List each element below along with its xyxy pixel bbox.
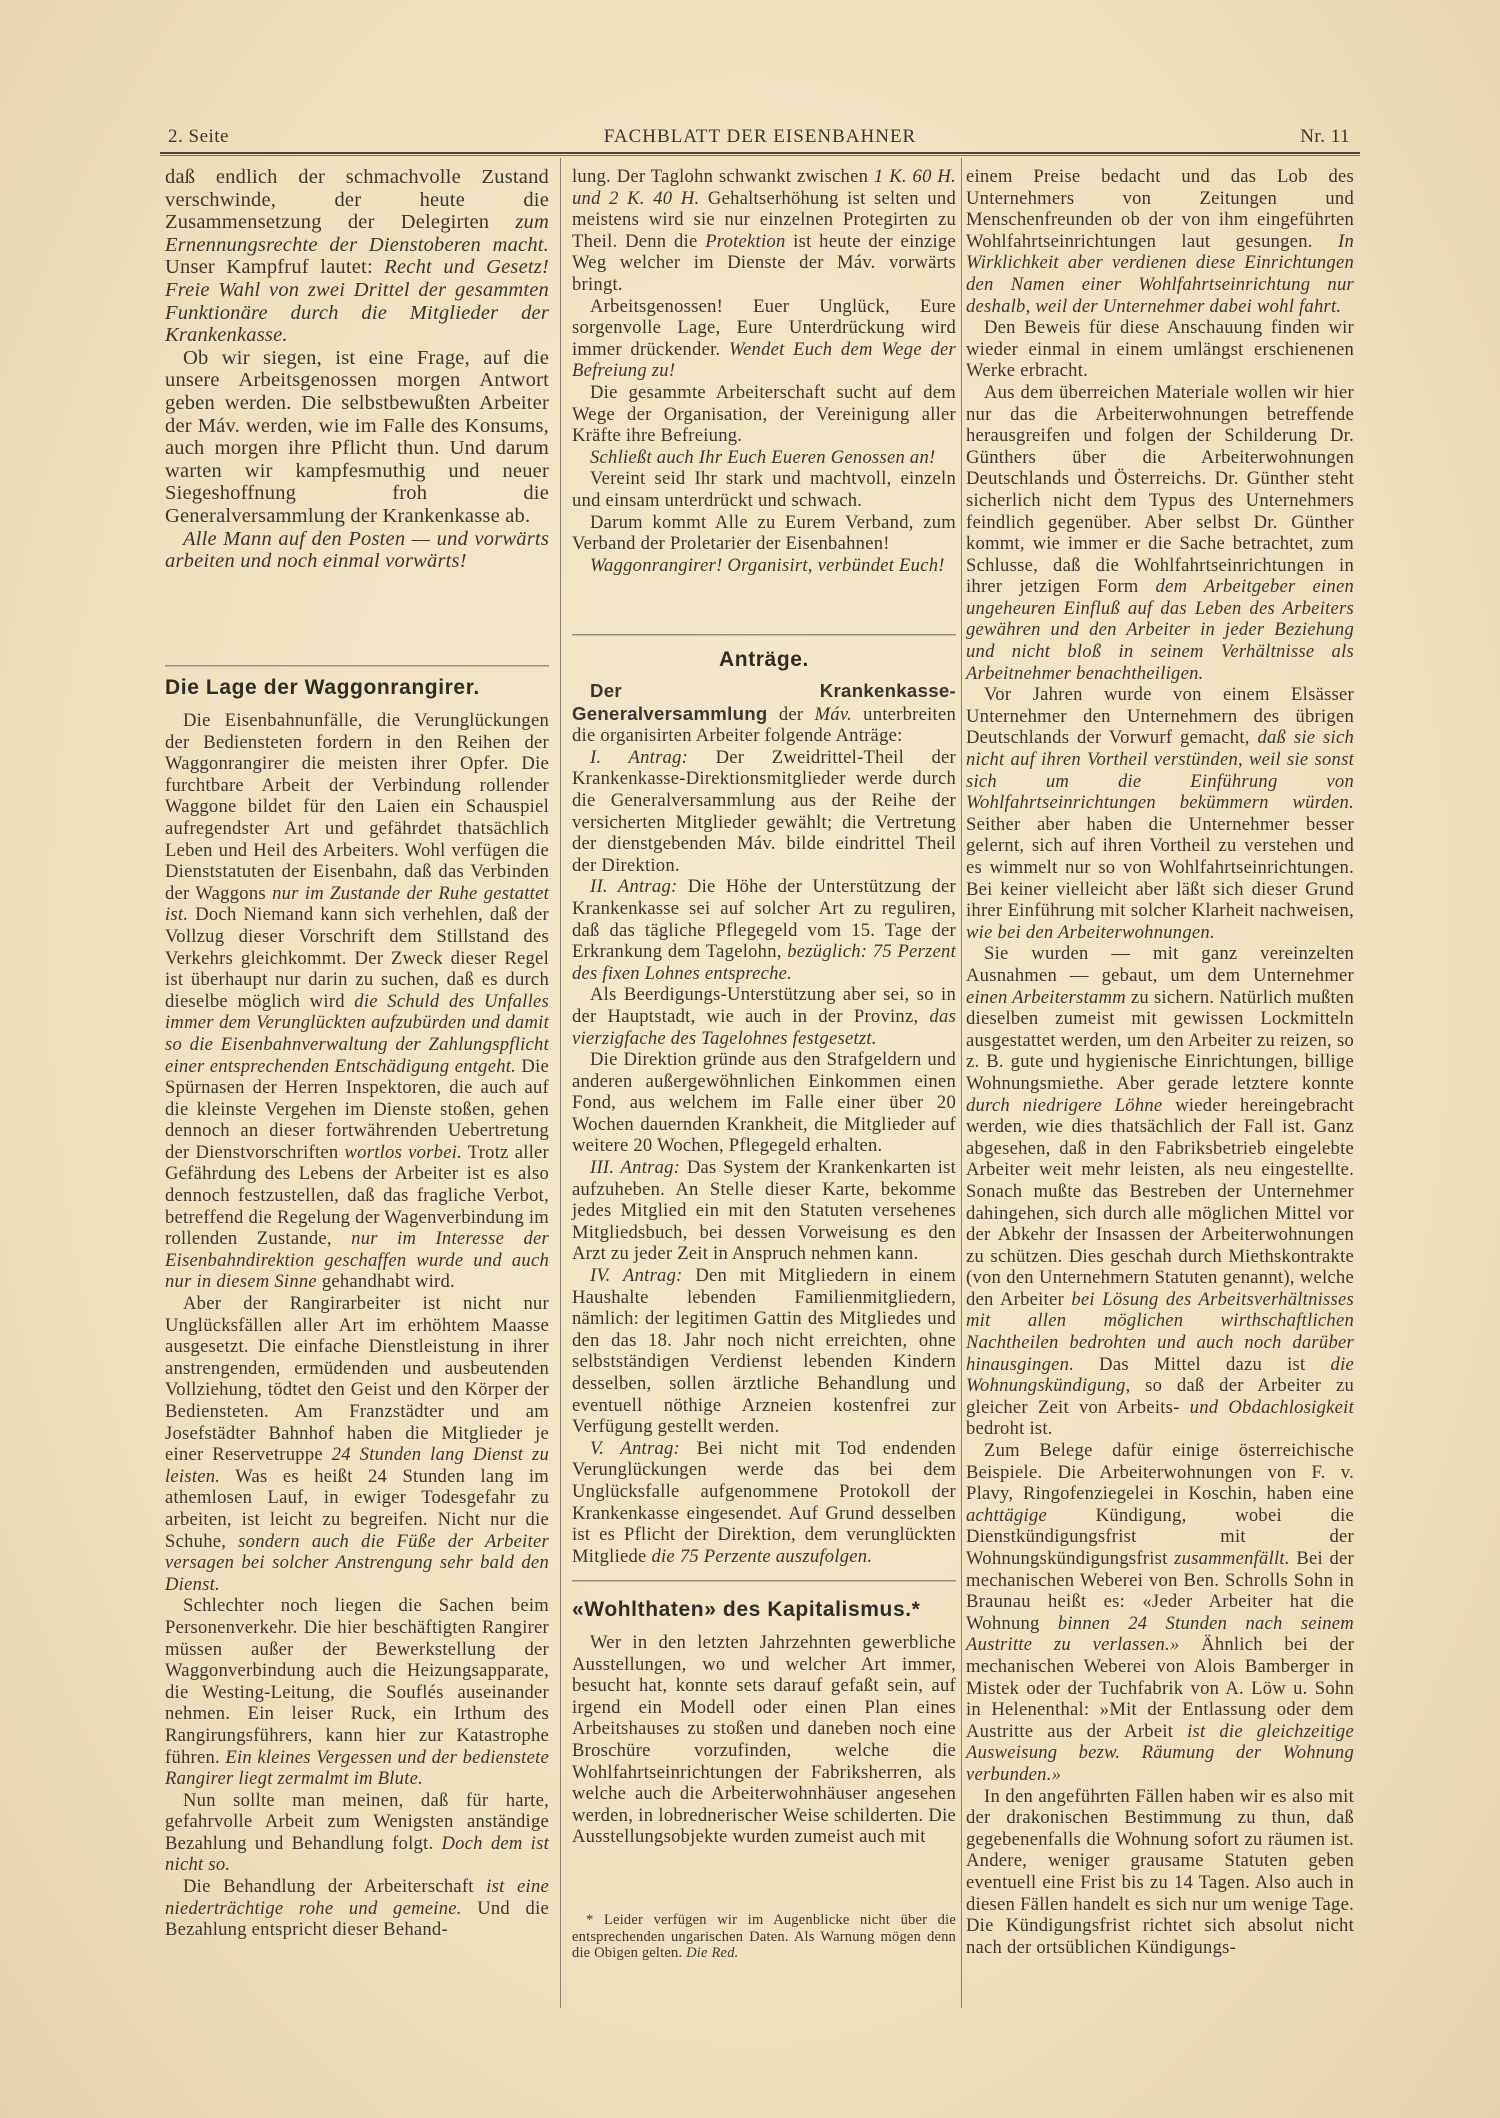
text-run: Ähnlich bei der mechanischen Weberei von Alois Bamberger in Mistek oder der Tuchfabrik von A. Löw u. Sohn in Helenenthal: »Mit der Entlassung oder dem Austritte aus der Arbeit [966,1634,1355,1742]
text-run: Arbeitsgenossen! Euer Unglück, Eure sorgenvolle Lage, Eure Unterdrückung wird immer drückender. [572,295,956,360]
footnote [572,1912,956,1962]
text-run: Die Behandlung der Arbeiterschaft [183,1876,487,1898]
text-run: Was es heißt 24 Stunden lang im athemlosen Lauf, in ewiger Todesgefahr zu arbeiten, ist leicht zu begreifen. Nicht nur die Schuhe, [165,1465,549,1552]
emphasis-text: Alle Mann auf den Posten — und vorwärts arbeiten und noch einmal vorwärts! [165,527,549,573]
paragraph [572,876,956,984]
emphasis-text: ist die gleichzeitige Ausweisung bezw. Räumung der Wohnung verbunden.» [966,1720,1354,1785]
text-run: so daß der Arbeiter zu gleicher Zeit von Arbeits- [966,1375,1354,1418]
emphasis-text: das vierzigfache des Tagelohnes festgesetzt. [572,1005,956,1049]
emphasis-text: durch niedrigere Löhne [966,1094,1163,1116]
section-heading [165,676,549,700]
paragraph [572,1265,956,1438]
article-body-wohlthaten-continued [966,166,1354,1958]
paragraph [572,166,956,296]
text-run: der [767,703,815,725]
emphasis-text: Protektion [705,230,786,252]
emphasis-text: dem Arbeitgeber einen ungeheuren Einfluß auf das Leben des Arbeiters gewähren und den Arbeiter in jeder Beziehung und nicht bloß in seinem Verhältnisse als Arbeitnehmer benachtheiligen. [966,576,1354,684]
article-conclusion [165,166,549,573]
article-heading-wohlthaten [572,1598,956,1622]
emphasis-text: nur im Zustande der Ruhe gestattet ist. [165,882,549,926]
emphasis-text: zusammenfällt. [1174,1548,1290,1569]
text-run: Vereint seid Ihr stark und machtvoll, einzeln und einsam unterdrückt und schwach. [572,468,956,511]
text-run: Die Spürnasen der Herren Inspektoren, die auch auf die kleinste Vergehen im Dienste stoßen, gehen dennoch an dieser fortwährenden Uebertretung der Dienstvorschriften [165,1055,549,1163]
emphasis-text: Recht und Gesetz! Freie Wahl von zwei Drittel der gesammten Funktionäre durch die Mitglieder der Krankenkasse. [165,256,549,347]
section-rule [572,634,956,636]
paragraph [966,166,1354,317]
text-run: lung. Der Taglohn schwankt zwischen [572,166,874,187]
paragraph [572,1438,956,1568]
paragraph [966,684,1354,943]
paragraph [165,347,549,528]
article-heading-antraege [572,648,956,672]
text-run: Seither aber haben die Unternehmer besser gelernt, sich auf ihren Vortheil zu verstehen und es wimmelt nur so von Wohlfahrtseinrichtungen. Bei keiner vielleicht aber läßt sich dieser Grund ihrer Einführung mit solcher Klarheit nachweisen, [966,813,1354,922]
paragraph [966,382,1354,684]
emphasis-text: Die Red. [686,1945,739,1961]
text-run: Die Lage der Waggonrangirer. [165,676,480,699]
article-continuation [572,166,956,576]
text-run: wieder hereingebracht werden, wie dies thatsächlich der Fall ist. Ganz abgesehen, daß in den Fabriksbetrieb eingelebte Arbeiter weit mehr leisten, als neu eingestellte. Sonach mußte das Bestreben der Unternehmer dahingehen, sich durch alle möglichen Mittel vor der Abkehr der Insassen der Arbeiterwohnungen zu schützen. Dies geschah durch Miethskontrakte (von den Unternehmern Statuten genannt), welche den Arbeiter [966,1094,1354,1310]
emphasis-text: und Obdachlosigkeit [1189,1396,1354,1418]
text-run: unterbreiten die organisirten Arbeiter folgende Anträge: [572,703,956,747]
text-run: Der Zweidrittel-Theil der Krankenkasse-Direktionsmitglieder werde durch die Generalversammlung aus der Reihe der versicherten Mitglieder gewählt; die Vertretung der dienstgebenden Máv. bilde eindrittel Theil der Direktion. [572,746,956,876]
text-run: daß endlich der schmachvolle Zustand verschwinde, der heute die Zusammensetzung der Delegirten [165,166,549,234]
emphasis-text: die Wohnungskündigung, [966,1353,1354,1397]
text-run: Ob wir siegen, ist eine Frage, auf die unsere Arbeitsgenossen morgen Antwort geben werden. Die selbstbewußten Arbeiter der Máv. werden, wie im Falle des Konsums, auch morgen ihre Pflicht thun. Und darum warten wir kampfesmuthig und neuer Siegeshoffnung froh die Generalversammlung der Krankenkasse ab. [165,346,549,527]
article-body-wohlthaten [572,1632,956,1848]
text-run: Bei nicht mit Tod endenden Verunglückungen werde das bei dem Unglücksfalle aufgenommene Protokoll der Krankenkasse eingesendet. Auf Grund desselben ist es Pflicht der Direktion, dem verunglückten Mitgliede [572,1437,956,1567]
paragraph [966,1786,1354,1959]
section-heading [572,648,956,672]
emphasis-text: Wendet Euch dem Wege der Befreiung zu! [572,338,956,382]
emphasis-text: II. Antrag: [590,876,678,898]
paragraph [966,943,1354,1440]
emphasis-text: V. Antrag: [590,1437,680,1459]
text-run: Die gesammte Arbeiterschaft sucht auf dem Wege der Organisation, der Vereinigung aller Kräfte ihre Befreiung. [572,381,956,447]
emphasis-text: III. Antrag: [590,1157,681,1179]
text-run: Trotz aller Gefährdung des Lebens der Arbeiter ist es also dennoch festzustellen, daß das fragliche Verbot, betreffend die Regelung der Wagenverbindung im rollenden Zustande, [165,1141,549,1250]
emphasis-text: Máv. [814,703,852,725]
text-run: Die Eisenbahnunfälle, die Verunglückungen der Bediensteten fordern in den Reihen der Waggonrangirer die meisten ihrer Opfer. Die furchtbare Arbeit der Verbindung rollender Waggone bildet für den Laien ein Schauspiel aufregendster Art und gefährdet thatsächlich Leben und Heil des Arbeiters. Wohl verfügen die Dienststatuten der Eisenbahn, daß das Verbinden der Waggons [165,710,549,904]
text-run: Doch Niemand kann sich verhehlen, daß der Vollzug dieser Vorschrift dem Stillstand des Verkehrs gleichkommt. Der Zweck dieser Regel ist überhaupt nur darin zu suchen, daß es durch dieselbe möglich wird [165,904,549,1012]
paragraph [966,317,1354,382]
paragraph [572,512,956,555]
text-run: einem Preise bedacht und das Lob des Unternehmers von Zeitungen und Menschenfreunden ob der von ihm eingeführten Wohlfahrtseinrichtungen laut gesungen. [966,166,1354,252]
paragraph [165,166,549,347]
paragraph [572,296,956,382]
text-run: Wer in den letzten Jahrzehnten gewerbliche Ausstellungen, wo und welcher Art immer, besucht hat, konnte sets darauf gefaßt sein, auf irgend ein Modell oder einen Plan eines Arbeitshauses zu stoßen und daneben noch eine Broschüre vorzufinden, welche die Wohlfahrtseinrichtungen der Fabriksherren, als welche auch die Arbeiterwohnhäuser angesehen werden, in lobrednerischer Weise schilderten. Die Ausstellungsobjekte wurden zumeist auch mit [572,1632,956,1848]
text-run: Die Direktion gründe aus den Strafgeldern und anderen außergewöhnlichen Einkommen einen Fond, aus welchem im Falle einer über 20 Wochen dauernden Krankheit, die Mitglieder auf weitere 20 Wochen, Pflegegeld erhalten. [572,1049,956,1157]
emphasis-text: zum Ernennungsrechte der Dienstoberen macht. [165,211,549,256]
text-run: Vor Jahren wurde von einem Elsässer Unternehmer den Unternehmern des übrigen Deutschlands der Vorwurf gemacht, [966,684,1354,749]
text-run: Gehaltserhöhung ist selten und meistens wird sie nur einzelnen Protegirten zu Theil. Denn die [572,187,956,252]
text-run: * Leider verfügen wir im Augenblicke nicht über die entsprechenden ungarischen Daten. Als Warnung mögen denn die Obigen gelten. [572,1912,956,1961]
emphasis-text: 1 K. 60 H. und 2 K. 40 H. [572,166,956,209]
section-rule [572,1580,956,1582]
text-run: Als Beerdigungs-Unterstützung aber sei, so in der Hauptstadt, wie auch in der Provinz, [572,984,956,1027]
paragraph [572,984,956,1049]
text-run: Sie wurden — mit ganz vereinzelten Ausnahmen — gebaut, um dem Unternehmer [966,943,1354,986]
article-heading-waggonrangirer [165,676,549,700]
article-body-antraege [572,680,956,1567]
text-run: Und die Bezahlung entspricht dieser Behand- [165,1897,549,1941]
emphasis-text: einen Arbeiterstamm [966,986,1126,1008]
text-run: gehandhabt wird. [316,1271,455,1293]
text-run: Anträge. [719,648,809,671]
paragraph [966,1440,1354,1786]
text-run: ist heute der einzige Weg welcher im Dienste der Máv. vorwärts bringt. [572,230,956,295]
footnote-text [572,1912,956,1962]
text-run: bedroht ist. [966,1418,1053,1440]
emphasis-text: wie bei den Arbeiterwohnungen. [966,921,1215,943]
emphasis-text: daß sie sich nicht auf ihren Vortheil verstünden, weil sie sonst sich um die Einführung von Wohlfahrtseinrichtungen bekümmern würden. [966,727,1355,814]
emphasis-text: In Wirklichkeit aber verdienen diese Einrichtungen den Namen einer Wohlfahrtseinrichtung nur deshalb, weil der Unternehmer dabei wohl fahrt. [966,230,1354,317]
emphasis-text: bei Lösung des Arbeitsverhältnisses mit allen möglichen wirthschaftlichen Nachtheilen bedrohten und auch noch darüber hinausgingen. [966,1288,1354,1375]
page-number-label: 2. Seite [168,126,229,147]
text-run: Den mit Mitgliedern in einem Haushalte lebenden Familienmitgliedern, nämlich: der legitimen Gattin des Mitgliedes und den das 18. Jahr noch nicht erreichten, ohne selbstständigen Verdienst lebenden Kindern desselben, sollen ärztliche Behandlung und eventuell nöthige Arzneien kostenfrei zur Verfügung gestellt werden. [572,1265,956,1438]
text-run: Das Mittel dazu ist [1074,1353,1331,1375]
paragraph [165,1790,549,1876]
emphasis-text: Doch dem ist nicht so. [165,1832,549,1876]
paragraph [165,710,549,1293]
text-run: Aber der Rangirarbeiter ist nicht nur Unglücksfällen aller Art im erhöhtem Maasse ausgesetzt. Die einfache Dienstleistung in ihrer anstrengenden, ermüdenden und ausbeutenden Vollziehung, tödtet den Geist und den Körper der Bediensteten. Am Franzstädter und am Josefstädter Bahnhof haben die Mitglieder je einer Reservetruppe [165,1293,549,1466]
text-run: Die Höhe der Unterstützung der Krankenkasse sei auf solcher Art zu reguliren, daß das tägliche Pflegegeld vom 15. Tage der Erkrankung dem Tagelohn, [572,876,956,963]
text-run: Zum Belege dafür einige österreichische Beispiele. Die Arbeiterwohnungen von F. v. Plavy, Ringofenziegelei in Koschin, haben eine [966,1440,1354,1505]
emphasis-text: IV. Antrag: [590,1265,683,1287]
text-run: Aus dem überreichen Materiale wollen wir hier nur das die Arbeiterwohnungen betreffende herausgreifen und folgen der Schilderung Dr. Günthers über die Arbeiterwohnungen Deutschlands und Österreichs. Dr. Günther steht sicherlich nicht dem Typus des Unternehmers feindlich gegenüber. Aber selbst Dr. Günther kommt, wie immer er die Sache betrachtet, zum Schlusse, daß die Wohlfahrtseinrichtungen in ihrer jetzigen Form [966,381,1354,598]
emphasis-text: wortlos vorbei. [344,1141,463,1163]
text-run: Das System der Krankenkarten ist aufzuheben. An Stelle dieser Karte, bekomme jedes Mitglied ein mit den Statuten versehenes Mitgliedsbuch, bei dessen Vorweisung es den Arzt zu jeder Zeit in Anspruch nehmen kann. [572,1157,956,1265]
paragraph [572,680,956,747]
paragraph [572,447,956,469]
text-run: Schlechter noch liegen die Sachen beim Personenverkehr. Die hier beschäftigten Rangirer müssen außer der Bewerkstellung der Waggonverbindung auch die Heizungsapparate, die Westing-Leitung, die Souflés auseinander nehmen. Ein leiser Ruck, ein Irthum des Rangirungsführers, kann hier zur Katastrophe führen. [165,1595,549,1768]
paragraph [572,468,956,511]
emphasis-text: Waggonrangirer! Organisirt, verbündet Euch! [590,554,945,576]
emphasis-text: ist eine niederträchtige rohe und gemeine. [165,1876,549,1919]
emphasis-text: 24 Stunden lang Dienst zu leisten. [165,1444,549,1487]
paragraph [572,1049,956,1157]
text-run: Den Beweis für diese Anschauung finden wir wieder einmal in einem umlängst erschienenen Werke erbracht. [966,317,1354,382]
section-heading [572,1598,956,1622]
text-run: Bei der mechanischen Weberei von Ben. Schrolls Sohn in Braunau heißt es: «Jeder Arbeiter hat die Wohnung [966,1548,1354,1634]
emphasis-text: die Schuld des Unfalles immer dem Verunglückten aufzubürden und damit so die Eisenbahnverwaltung der Zahlungspflicht einer entsprechenden Entschädigung entgeht. [165,990,550,1077]
newspaper-title: FACHBLATT DER EISENBAHNER [603,126,917,147]
paragraph [165,528,549,573]
paragraph [165,1876,549,1941]
paragraph [572,1632,956,1848]
header-rule [160,152,1360,156]
paragraph [572,747,956,877]
emphasis-text: nur im Interesse der Eisenbahndirektion geschaffen wurde und auch nur in diesem Sinne [165,1228,549,1293]
text-run: Kündigung, wobei die Dienstkündigungsfrist mit der Wohnungskündigungsfrist [966,1504,1354,1569]
paragraph [165,1293,549,1595]
emphasis-text: sondern auch die Füße der Arbeiter versagen bei solcher Anstrengung sehr bald den Dienst. [165,1530,549,1595]
column-divider [961,158,962,2008]
text-run: Unser Kampfruf lautet: [165,256,385,279]
text-run: Darum kommt Alle zu Eurem Verband, zum Verband der Proletarier der Eisenbahnen! [572,511,956,555]
emphasis-text: achttägige [966,1504,1047,1526]
emphasis-text: Ein kleines Vergessen und der bedienstete Rangirer liegt zermalmt im Blute. [165,1746,549,1790]
paragraph [165,1595,549,1789]
column-divider [560,158,561,2008]
paragraph [572,1157,956,1265]
paragraph [572,555,956,577]
issue-number: Nr. 11 [1300,126,1350,147]
emphasis-text: die 75 Perzente auszufolgen. [651,1545,873,1567]
paragraph [572,382,956,447]
text-run: zu sichern. Natürlich mußten dieselben zumeist mit gewissen Lockmitteln ausgestattet werden, um den Arbeiter zu reizen, so z. B. gute und hygienische Einrichtungen, billige Wohnungsmiethe. Aber gerade letztere konnte [966,986,1354,1094]
text-run: In den angeführten Fällen haben wir es also mit der drakonischen Bestimmung zu thun, daß gegebenenfalls die Wohnung sofort zu räumen ist. Andere, weniger grausame Statuten geben eventuell eine Frist bis zu 14 Tagen. Also auch in diesen Fällen handelt es sich nur um wenige Tage. Die Kündigungsfrist richtet sich absolut nicht nach der ortsüblichen Kündigungs- [966,1785,1354,1958]
emphasis-text: I. Antrag: [590,746,689,768]
article-body-waggonrangirer [165,710,549,1941]
emphasis-text: Schließt auch Ihr Euch Eueren Genossen an! [590,446,936,468]
section-rule [165,665,549,667]
text-run: «Wohlthaten» des Kapitalismus.* [572,1598,921,1621]
emphasis-text: bezüglich: 75 Perzent des fixen Lohnes entspreche. [572,941,956,984]
text-run: Nun sollte man meinen, daß für harte, gefahrvolle Arbeit zum Wenigsten anständige Bezahlung und Behandlung folgt. [165,1789,549,1854]
bold-text: Der Krankenkasse-Generalversammlung [572,680,956,724]
emphasis-text: binnen 24 Stunden nach seinem Austritte zu verlassen.» [966,1612,1354,1656]
